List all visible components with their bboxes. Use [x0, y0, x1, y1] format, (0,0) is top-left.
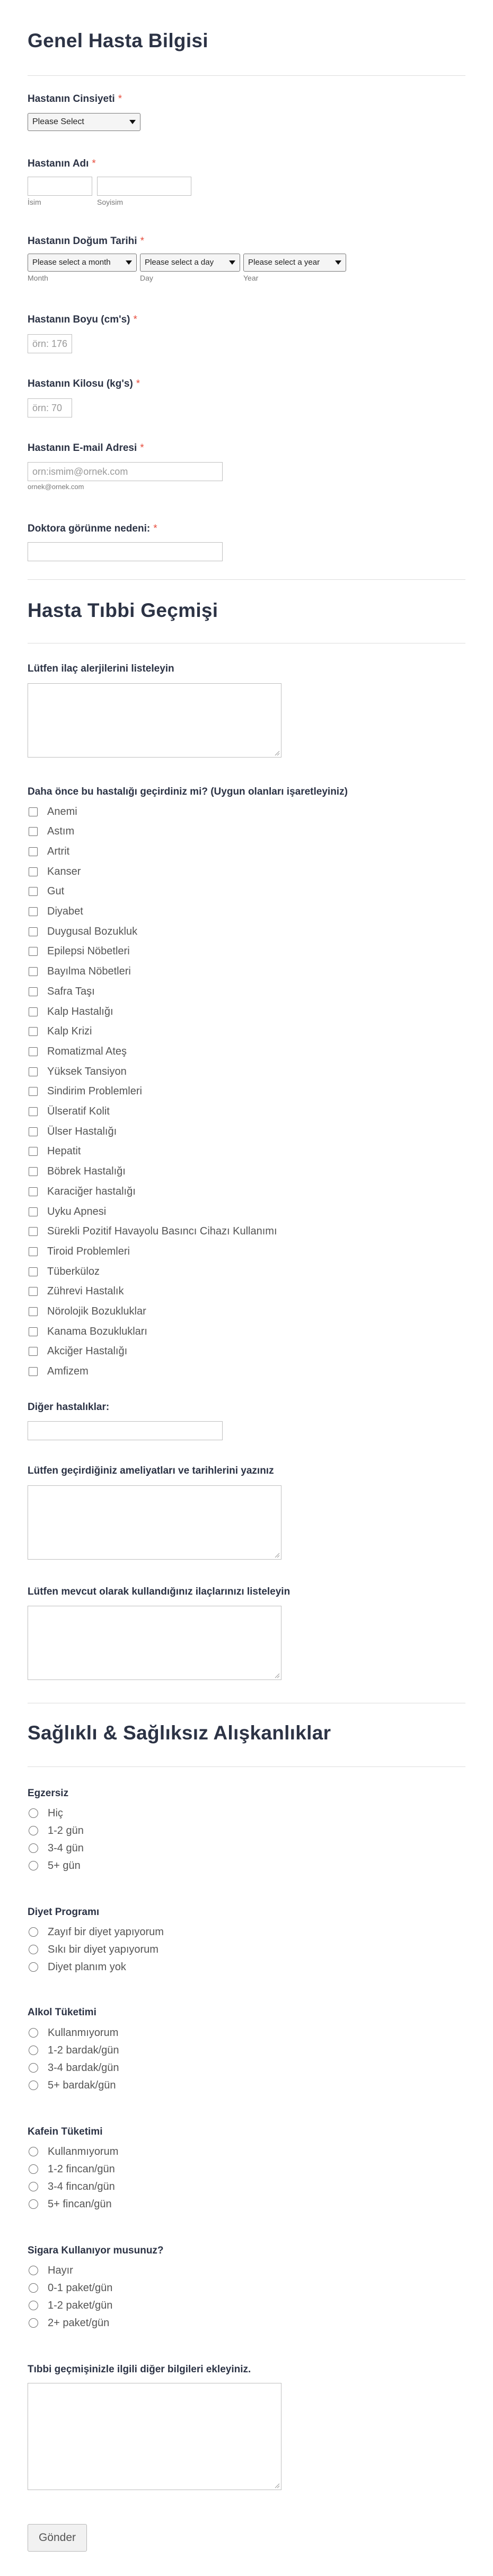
checkbox[interactable]	[29, 1207, 38, 1216]
exercise-option[interactable]	[29, 1858, 81, 1873]
chevron-down-icon	[129, 120, 136, 124]
radio-button[interactable]	[29, 2046, 38, 2055]
condition-option-label: Amfizem	[47, 1365, 89, 1378]
radio-button[interactable]	[29, 2199, 38, 2209]
caffeine-label: Kafein Tüketimi	[28, 2126, 103, 2137]
required-mark: *	[92, 158, 96, 169]
dob-month-sublabel: Month	[28, 274, 48, 282]
condition-option-label: Tüberküloz	[47, 1265, 100, 1277]
required-mark: *	[140, 236, 144, 247]
dob-month-value: Please select a month	[32, 258, 111, 267]
checkbox[interactable]	[29, 1107, 38, 1116]
condition-option-label: Diyabet	[47, 906, 83, 917]
smoking-option-label: Hayır	[48, 2264, 73, 2276]
diet-option-label: Sıkı bir diyet yapıyorum	[48, 1943, 159, 1955]
exercise-option-label: 1-2 gün	[48, 1824, 84, 1837]
caffeine-option-label: Kullanmıyorum	[48, 2145, 119, 2157]
condition-option-label: Kalp Krizi	[47, 1025, 92, 1038]
smoking-option[interactable]	[29, 2281, 112, 2295]
checkbox[interactable]	[29, 927, 38, 936]
checkbox[interactable]	[29, 1087, 38, 1096]
caffeine-option[interactable]	[29, 2179, 115, 2194]
condition-option-label: Kanser	[47, 865, 81, 877]
condition-option[interactable]	[29, 944, 130, 959]
smoking-option[interactable]	[29, 2316, 109, 2330]
radio-button[interactable]	[29, 1843, 38, 1853]
smoking-option-label: 0-1 paket/gün	[48, 2282, 113, 2294]
condition-option[interactable]	[29, 1304, 146, 1319]
radio-button[interactable]	[29, 2028, 38, 2038]
checkbox[interactable]	[29, 1007, 38, 1016]
radio-button[interactable]	[29, 2318, 38, 2328]
condition-option-label: Romatizmal Ateş	[47, 1045, 127, 1057]
chevron-down-icon	[229, 260, 235, 265]
radio-button[interactable]	[29, 1962, 38, 1972]
condition-option[interactable]	[29, 1224, 277, 1239]
caffeine-option-label: 3-4 fincan/gün	[48, 2180, 115, 2192]
weight-input[interactable]	[28, 398, 72, 417]
condition-option-label: Kalp Hastalığı	[47, 1005, 113, 1017]
email-sublabel: ornek@ornek.com	[28, 483, 84, 491]
exercise-option-label: 5+ gün	[48, 1859, 81, 1872]
radio-button[interactable]	[29, 2081, 38, 2090]
checkbox[interactable]	[29, 1227, 38, 1236]
checkbox[interactable]	[29, 1187, 38, 1196]
condition-option[interactable]	[29, 1104, 110, 1119]
section-divider	[28, 1766, 465, 1767]
condition-option-label: Anemi	[47, 805, 77, 817]
gender-label: Hastanın Cinsiyeti *	[28, 93, 122, 105]
alcohol-option-label: Kullanmıyorum	[48, 2026, 119, 2039]
medications-textarea[interactable]	[28, 1606, 281, 1680]
dob-year-select[interactable]	[243, 254, 346, 272]
condition-option-label: Astım	[47, 825, 75, 838]
condition-option[interactable]	[29, 1084, 142, 1099]
email-input[interactable]	[28, 462, 223, 481]
dob-day-sublabel: Day	[140, 274, 153, 282]
other-conditions-input[interactable]	[28, 1421, 223, 1440]
checkbox[interactable]	[29, 847, 38, 856]
radio-button[interactable]	[29, 1861, 38, 1870]
checkbox[interactable]	[29, 1147, 38, 1156]
dob-day-value: Please select a day	[145, 258, 214, 267]
caffeine-option-label: 1-2 fincan/gün	[48, 2163, 115, 2175]
alcohol-option[interactable]	[29, 2060, 119, 2075]
diet-option-label: Zayıf bir diyet yapıyorum	[48, 1926, 164, 1938]
condition-option-label: Sindirim Problemleri	[47, 1085, 142, 1098]
checkbox[interactable]	[29, 1047, 38, 1056]
last-name-input[interactable]	[97, 177, 191, 196]
caffeine-option[interactable]	[29, 2197, 112, 2212]
condition-option[interactable]	[29, 1344, 127, 1359]
section-title-general: Genel Hasta Bilgisi	[28, 30, 208, 51]
condition-option-label: Nörolojik Bozukluklar	[47, 1306, 146, 1317]
radio-button[interactable]	[29, 2182, 38, 2191]
smoking-option[interactable]	[29, 2263, 73, 2278]
condition-option[interactable]	[29, 1064, 127, 1079]
dob-year-value: Please select a year	[248, 258, 320, 267]
checkbox[interactable]	[29, 1327, 38, 1336]
condition-option[interactable]	[29, 824, 74, 839]
condition-option-label: Safra Taşı	[47, 985, 95, 997]
surgeries-textarea[interactable]	[28, 1485, 281, 1560]
checkbox[interactable]	[29, 1167, 38, 1176]
exercise-option[interactable]	[29, 1823, 84, 1838]
condition-option[interactable]	[29, 1264, 100, 1279]
condition-option[interactable]	[29, 984, 95, 999]
checkbox[interactable]	[29, 907, 38, 916]
checkbox[interactable]	[29, 867, 38, 876]
other-info-textarea[interactable]	[28, 2383, 281, 2490]
condition-option[interactable]	[29, 804, 77, 819]
section-divider	[28, 75, 465, 76]
required-mark: *	[118, 93, 122, 105]
checkbox[interactable]	[29, 967, 38, 976]
radio-button[interactable]	[29, 2301, 38, 2310]
checkbox[interactable]	[29, 1127, 38, 1136]
condition-option[interactable]	[29, 1124, 117, 1139]
radio-button[interactable]	[29, 1927, 38, 1937]
condition-option-label: Zührevi Hastalık	[47, 1285, 124, 1298]
condition-option[interactable]	[29, 1044, 127, 1059]
condition-option-label: Kanama Bozuklukları	[47, 1325, 147, 1337]
reason-label: Doktora görünme nedeni: *	[28, 523, 157, 534]
checkbox[interactable]	[29, 1367, 38, 1376]
alcohol-option[interactable]	[29, 2025, 118, 2040]
checkbox[interactable]	[29, 807, 38, 816]
alcohol-option-label: 3-4 bardak/gün	[48, 2061, 119, 2074]
allergies-label: Lütfen ilaç alerjilerini listeleyin	[28, 663, 174, 674]
diet-option-label: Diyet planım yok	[48, 1961, 126, 1973]
required-mark: *	[153, 523, 157, 534]
other-info-label: Tıbbi geçmişinizle ilgili diğer bilgileri ekleyiniz.	[28, 2364, 251, 2375]
dob-label: Hastanın Doğum Tarihi *	[28, 236, 144, 247]
condition-option[interactable]	[29, 844, 69, 859]
name-label: Hastanın Adı *	[28, 158, 96, 169]
condition-option[interactable]	[29, 1364, 89, 1379]
required-mark: *	[140, 442, 144, 454]
caffeine-option-label: 5+ fincan/gün	[48, 2198, 112, 2210]
resize-grip-icon[interactable]	[274, 750, 280, 756]
exercise-option[interactable]	[29, 1806, 63, 1821]
condition-option-label: Uyku Apnesi	[47, 1205, 107, 1217]
checkbox[interactable]	[29, 887, 38, 896]
gender-select[interactable]	[28, 113, 140, 131]
conditions-label: Daha önce bu hastalığı geçirdiniz mi? (Uygun olanları işaretleyiniz)	[28, 786, 348, 797]
condition-option[interactable]	[29, 904, 83, 919]
resize-grip-icon[interactable]	[274, 1552, 280, 1558]
condition-option[interactable]	[29, 924, 137, 939]
condition-option-label: Yüksek Tansiyon	[47, 1065, 127, 1077]
first-name-sublabel: İsim	[28, 198, 41, 206]
checkbox[interactable]	[29, 1247, 38, 1256]
condition-option[interactable]	[29, 1004, 113, 1019]
condition-option-label: Akciğer Hastalığı	[47, 1345, 128, 1357]
checkbox[interactable]	[29, 1347, 38, 1356]
diet-option[interactable]	[29, 1942, 159, 1957]
first-name-input[interactable]	[28, 177, 92, 196]
allergies-textarea[interactable]	[28, 683, 281, 758]
resize-grip-icon[interactable]	[274, 1672, 280, 1678]
condition-option[interactable]	[29, 1144, 81, 1159]
section-title-medical-history: Hasta Tıbbi Geçmişi	[28, 599, 218, 621]
checkbox[interactable]	[29, 947, 38, 956]
condition-option-label: Bayılma Nöbetleri	[47, 965, 131, 978]
condition-option-label: Hepatit	[47, 1145, 81, 1158]
height-input[interactable]	[28, 334, 72, 353]
condition-option-label: Ülseratif Kolit	[47, 1106, 110, 1117]
diet-option[interactable]	[29, 1960, 126, 1974]
condition-option[interactable]	[29, 1244, 130, 1259]
weight-label: Hastanın Kilosu (kg's) *	[28, 378, 140, 389]
condition-option[interactable]	[29, 1024, 92, 1039]
medications-label: Lütfen mevcut olarak kullandığınız ilaçlarınızı listeleyin	[28, 1586, 290, 1597]
condition-option[interactable]	[29, 1184, 136, 1199]
smoking-option-label: 1-2 paket/gün	[48, 2299, 113, 2311]
smoking-label: Sigara Kullanıyor musunuz?	[28, 2245, 164, 2256]
required-mark: *	[133, 314, 137, 325]
radio-button[interactable]	[29, 1808, 38, 1818]
section-divider	[28, 579, 465, 580]
checkbox[interactable]	[29, 1027, 38, 1036]
dob-month-select[interactable]	[28, 254, 137, 272]
alcohol-option-label: 1-2 bardak/gün	[48, 2044, 119, 2056]
condition-option-label: Gut	[47, 885, 65, 898]
checkbox[interactable]	[29, 1287, 38, 1296]
radio-button[interactable]	[29, 2147, 38, 2156]
alcohol-option[interactable]	[29, 2043, 119, 2058]
chevron-down-icon	[335, 260, 341, 265]
chevron-down-icon	[126, 260, 132, 265]
condition-option[interactable]	[29, 864, 81, 879]
smoking-option[interactable]	[29, 2298, 112, 2313]
email-label: Hastanın E-mail Adresi *	[28, 442, 144, 454]
smoking-option-label: 2+ paket/gün	[48, 2317, 110, 2329]
surgeries-label: Lütfen geçirdiğiniz ameliyatları ve tarihlerini yazınız	[28, 1465, 274, 1476]
condition-option-label: Karaciğer hastalığı	[47, 1185, 136, 1197]
dob-year-sublabel: Year	[243, 274, 259, 282]
condition-option-label: Tiroid Problemleri	[47, 1245, 130, 1257]
exercise-option-label: Hiç	[48, 1807, 63, 1819]
condition-option-label: Artrit	[47, 845, 70, 857]
section-title-habits: Sağlıklı & Sağlıksız Alışkanlıklar	[28, 1722, 331, 1744]
condition-option-label: Duygusal Bozukluk	[47, 925, 138, 937]
checkbox[interactable]	[29, 1307, 38, 1316]
dob-day-select[interactable]	[140, 254, 240, 272]
exercise-option[interactable]	[29, 1841, 84, 1856]
diet-label: Diyet Programı	[28, 1907, 100, 1918]
checkbox[interactable]	[29, 827, 38, 836]
condition-option[interactable]	[29, 1324, 147, 1339]
alcohol-label: Alkol Tüketimi	[28, 2007, 96, 2018]
gender-select-value: Please Select	[32, 117, 84, 126]
submit-button[interactable]: Gönder	[28, 2524, 87, 2552]
caffeine-option[interactable]	[29, 2144, 118, 2159]
condition-option-label: Epilepsi Nöbetleri	[47, 945, 130, 958]
caffeine-option[interactable]	[29, 2162, 115, 2177]
radio-button[interactable]	[29, 2283, 38, 2293]
radio-button[interactable]	[29, 2063, 38, 2073]
alcohol-option-label: 5+ bardak/gün	[48, 2079, 116, 2091]
condition-option-label: Sürekli Pozitif Havayolu Basıncı Cihazı Kullanımı	[47, 1225, 277, 1238]
checkbox[interactable]	[29, 1267, 38, 1276]
condition-option[interactable]	[29, 964, 131, 979]
radio-button[interactable]	[29, 1826, 38, 1835]
radio-button[interactable]	[29, 2266, 38, 2275]
diet-option[interactable]	[29, 1925, 164, 1939]
condition-option[interactable]	[29, 1284, 124, 1299]
checkbox[interactable]	[29, 1067, 38, 1076]
height-label: Hastanın Boyu (cm's) *	[28, 314, 137, 325]
alcohol-option[interactable]	[29, 2078, 116, 2093]
exercise-option-label: 3-4 gün	[48, 1842, 84, 1854]
resize-grip-icon[interactable]	[274, 2482, 280, 2488]
last-name-sublabel: Soyisim	[97, 198, 124, 206]
required-mark: *	[136, 378, 140, 389]
condition-option[interactable]	[29, 1204, 106, 1219]
condition-option[interactable]	[29, 884, 64, 899]
condition-option[interactable]	[29, 1164, 126, 1179]
checkbox[interactable]	[29, 987, 38, 996]
condition-option-label: Böbrek Hastalığı	[47, 1165, 126, 1178]
condition-option-label: Ülser Hastalığı	[47, 1125, 117, 1137]
other-conditions-label: Diğer hastalıklar:	[28, 1402, 110, 1413]
radio-button[interactable]	[29, 1945, 38, 1954]
reason-input[interactable]	[28, 542, 223, 561]
exercise-label: Egzersiz	[28, 1788, 69, 1799]
radio-button[interactable]	[29, 2164, 38, 2174]
